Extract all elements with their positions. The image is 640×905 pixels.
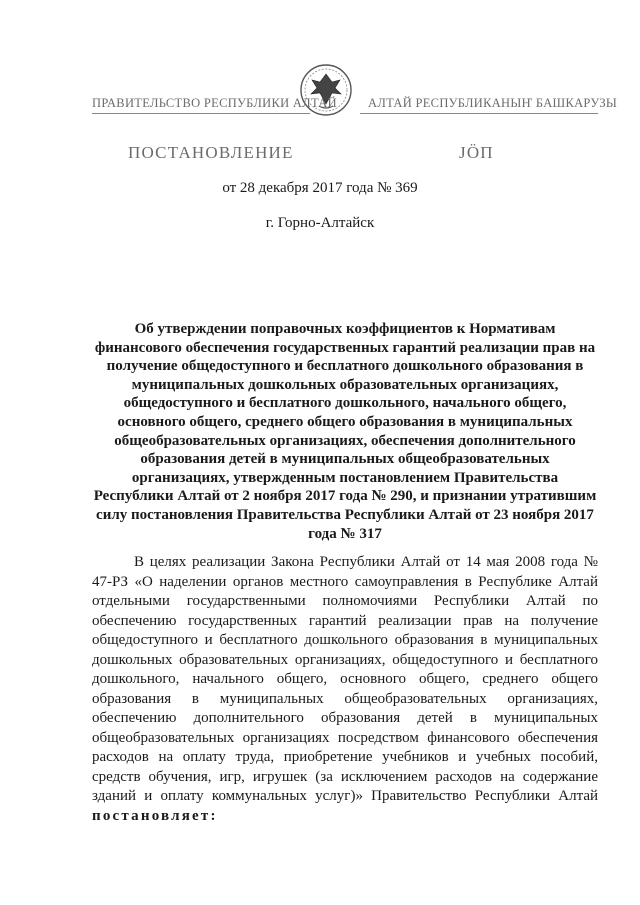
government-name-altai: АЛТАЙ РЕСПУБЛИКАНЫҤ БАШКАРУЗЫ [368,96,618,110]
document-title: Об утверждении поправочных коэффициентов к Нормативам финансового обеспечения государственных гарантий реализации прав на получение общедоступного и бесплатного дошкольного образования в муниципальных дошкольных образовательных организациях, общедоступного и бесплатного дошкольного, начального общего, основного общего, среднего общего образования в муниципальных общеобразовательных организациях, обеспечения дополнительного образования детей в муниципальных общеобразовательных организациях, утвержденным постановлением Правительства Республики Алтай от 2 ноября 2017 года № 290, и признании утратившим силу постановления Правительства Республики Алтай от 23 ноября 2017 года № 317 [93,321,597,542]
body-paragraph [92,553,598,826]
header-rule-left [92,113,310,114]
document-type-russian: ПОСТАНОВЛЕНИЕ [128,143,294,162]
document-date-number: от 28 декабря 2017 года № 369 [222,180,418,196]
header-rule-right [360,113,598,114]
document-city: г. Горно-Алтайск [265,215,375,231]
coat-of-arms-icon [299,60,353,120]
government-name-russian: ПРАВИТЕЛЬСТВО РЕСПУБЛИКИ АЛТАЙ [92,96,337,110]
body-paragraph-text: В целях реализации Закона Республики Алтай от 14 мая 2008 года № 47-РЗ «О наделении органов местного самоуправления в Республике Алтай отдельными государственными полномочиями Республики Алтай по обеспечению государственных гарантий реализации прав на получение общедоступного и бесплатного дошкольного образования в муниципальных дошкольных образовательных организациях, общедоступного и бесплатного дошкольного, начального общего, основного общего, среднего общего образования в муниципальных общеобразовательных организациях, обеспечению дополнительного образования детей в муниципальных общеобразовательных организациях посредством финансового обеспечения расходов на оплату труда, приобретение учебников и учебных пособий, средств обучения, игр, игрушек (за исключением расходов на содержание зданий и оплату коммунальных услуг)» Правительство Республики Алтай [92,554,598,804]
document-type-altai: JÖП [459,143,494,162]
resolves-keyword: постановляет: [92,807,218,824]
